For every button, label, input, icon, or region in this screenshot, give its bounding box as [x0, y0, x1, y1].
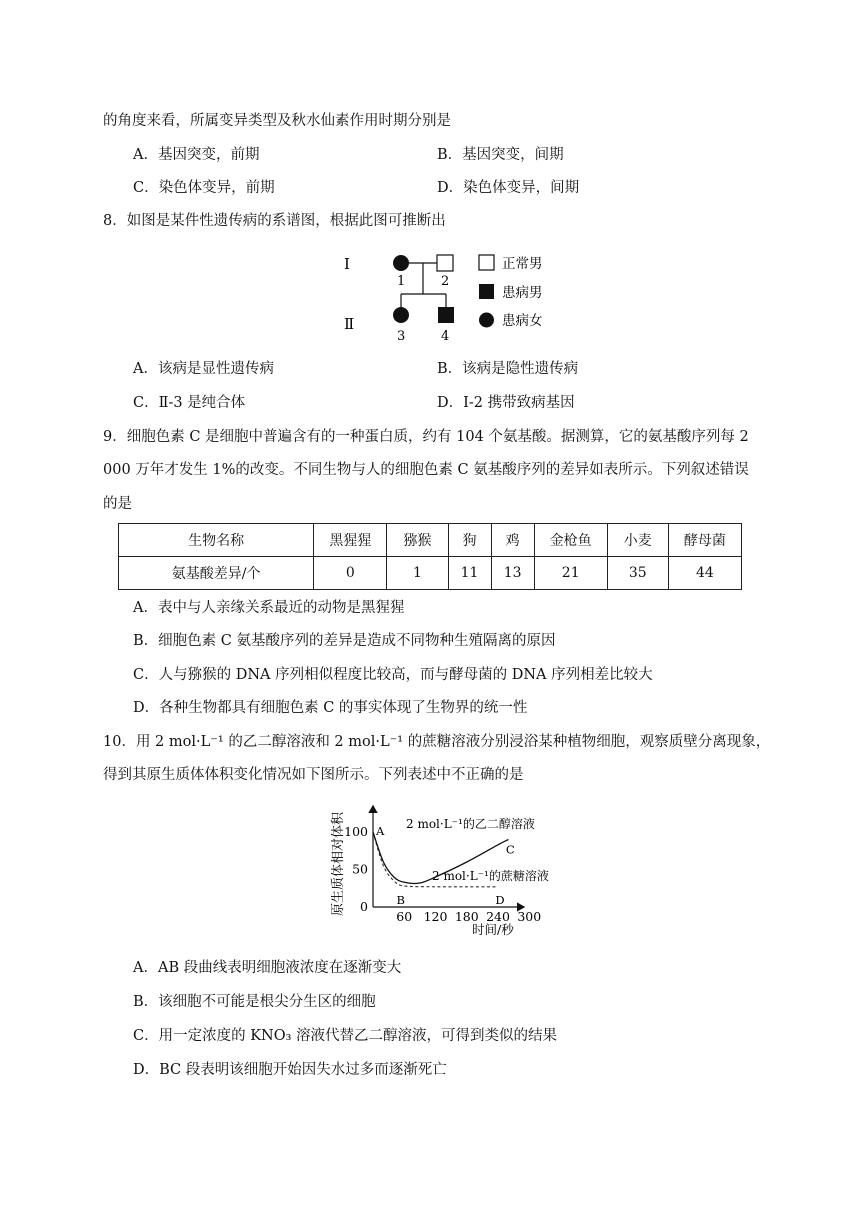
q9-option-a: A．表中与人亲缘关系最近的动物是黑猩猩 — [133, 600, 405, 616]
x-tick-label: 60 — [396, 909, 413, 924]
q9-stem-line-3: 的是 — [103, 496, 132, 512]
point-label-b: B — [396, 893, 405, 907]
table-cell: 11 — [448, 557, 491, 590]
generation-2-label: Ⅱ — [344, 315, 355, 333]
id-4: 4 — [441, 329, 450, 344]
point-label-a: A — [376, 824, 385, 838]
affected-female-1 — [393, 255, 409, 271]
q9-option-c: C．人与猕猴的 DNA 序列相似程度比较高，而与酵母菌的 DNA 序列相差比较大 — [133, 667, 653, 683]
q8-option-d: D．Ⅰ-2 携带致病基因 — [437, 395, 575, 411]
y-tick-label: 50 — [352, 861, 368, 877]
q10-option-c: C．用一定浓度的 KNO₃ 溶液代替乙二醇溶液，可得到类似的结果 — [133, 1028, 558, 1044]
normal-male-2 — [437, 255, 453, 271]
table-header-cell: 金枪鱼 — [534, 524, 607, 557]
legend-affected-male-label: 患病男 — [502, 285, 543, 301]
q8-option-a: A．该病是显性遗传病 — [133, 361, 274, 377]
q10-option-d: D．BC 段表明该细胞开始因失水过多而逐渐死亡 — [133, 1062, 447, 1078]
q8-stem: 8．如图是某件性遗传病的系谱图，根据此图可推断出 — [103, 213, 446, 229]
legend-normal-male-label: 正常男 — [502, 256, 543, 272]
x-tick-label: 180 — [454, 909, 479, 924]
q7-option-d: D．染色体变异，间期 — [437, 180, 580, 196]
table-cell: 0 — [314, 557, 387, 590]
q7-stem-tail: 的角度来看，所属变异类型及秋水仙素作用时期分别是 — [103, 113, 451, 129]
id-1: 1 — [397, 274, 406, 289]
y-tick-label: 0 — [360, 899, 368, 914]
table-header-cell: 鸡 — [491, 524, 534, 557]
series-label-sucrose: 2 mol·L⁻¹的蔗糖溶液 — [432, 869, 549, 883]
protoplast-volume-chart — [322, 800, 562, 940]
q9-option-b: B．细胞色素 C 氨基酸序列的差异是造成不同物种生殖隔离的原因 — [133, 633, 556, 649]
table-cell: 氨基酸差异/个 — [119, 557, 314, 590]
affected-female-3 — [393, 307, 409, 323]
point-label-c: C — [505, 842, 515, 857]
table-cell: 21 — [534, 557, 607, 590]
table-row — [119, 557, 742, 590]
legend-affected-female-label: 患病女 — [502, 313, 543, 329]
q9-stem-line-2: 000 万年才发生 1%的改变。不同生物与人的细胞色素 C 氨基酸序列的差异如表所示。下列叙述错误 — [103, 462, 749, 478]
q7-option-b: B．基因突变，间期 — [437, 147, 564, 163]
id-3: 3 — [397, 329, 406, 344]
table-cell: 35 — [607, 557, 668, 590]
series-label-ethylene-glycol: 2 mol·L⁻¹的乙二醇溶液 — [406, 817, 535, 831]
affected-male-4 — [438, 307, 454, 323]
y-axis-label: 原生质体相对体积 — [331, 811, 346, 916]
table-header-row — [119, 524, 742, 557]
q9-stem-line-1: 9．细胞色素 C 是细胞中普遍含有的一种蛋白质，约有 104 个氨基酸。据测算，它的氨基酸序列每 2 — [103, 429, 749, 445]
x-tick-label: 120 — [423, 909, 448, 924]
table-cell: 13 — [491, 557, 534, 590]
table-header-cell: 生物名称 — [119, 524, 314, 557]
q10-option-b: B．该细胞不可能是根尖分生区的细胞 — [133, 994, 376, 1010]
q10-stem-line-1: 10．用 2 mol·L⁻¹ 的乙二醇溶液和 2 mol·L⁻¹ 的蔗糖溶液分别浸浴某种植物细胞，观察质壁分离现象， — [103, 734, 771, 750]
point-label-d: D — [495, 893, 505, 907]
x-tick-label: 300 — [517, 909, 542, 924]
table-header-cell: 黑猩猩 — [314, 524, 387, 557]
q7-option-a: A．基因突变，前期 — [133, 147, 260, 163]
table-header-cell: 狗 — [448, 524, 491, 557]
q8-option-c: C．Ⅱ-3 是纯合体 — [133, 395, 246, 411]
q10-option-a: A．AB 段曲线表明细胞液浓度在逐渐变大 — [133, 960, 402, 976]
q10-stem-line-2: 得到其原生质体体积变化情况如下图所示。下列表述中不正确的是 — [103, 767, 524, 783]
generation-1-label: Ⅰ — [344, 255, 350, 273]
table-cell: 44 — [668, 557, 741, 590]
q7-option-c: C．染色体变异，前期 — [133, 180, 275, 196]
q8-option-b: B．该病是隐性遗传病 — [437, 361, 579, 377]
id-2: 2 — [441, 274, 450, 289]
x-axis-label: 时间/秒 — [472, 922, 514, 937]
table-header-cell: 酵母菌 — [668, 524, 741, 557]
y-tick-label: 100 — [344, 824, 368, 839]
table-header-cell: 猕猴 — [387, 524, 448, 557]
cytochrome-c-table — [118, 523, 742, 590]
pedigree-diagram — [330, 244, 570, 348]
legend-affected-female-icon — [479, 313, 494, 328]
table-cell: 1 — [387, 557, 448, 590]
x-tick-label: 240 — [486, 909, 510, 924]
legend-normal-male-icon — [479, 255, 494, 270]
table-header-cell: 小麦 — [607, 524, 668, 557]
q9-option-d: D．各种生物都具有细胞色素 C 的事实体现了生物界的统一性 — [133, 700, 528, 716]
legend-affected-male-icon — [479, 284, 494, 299]
